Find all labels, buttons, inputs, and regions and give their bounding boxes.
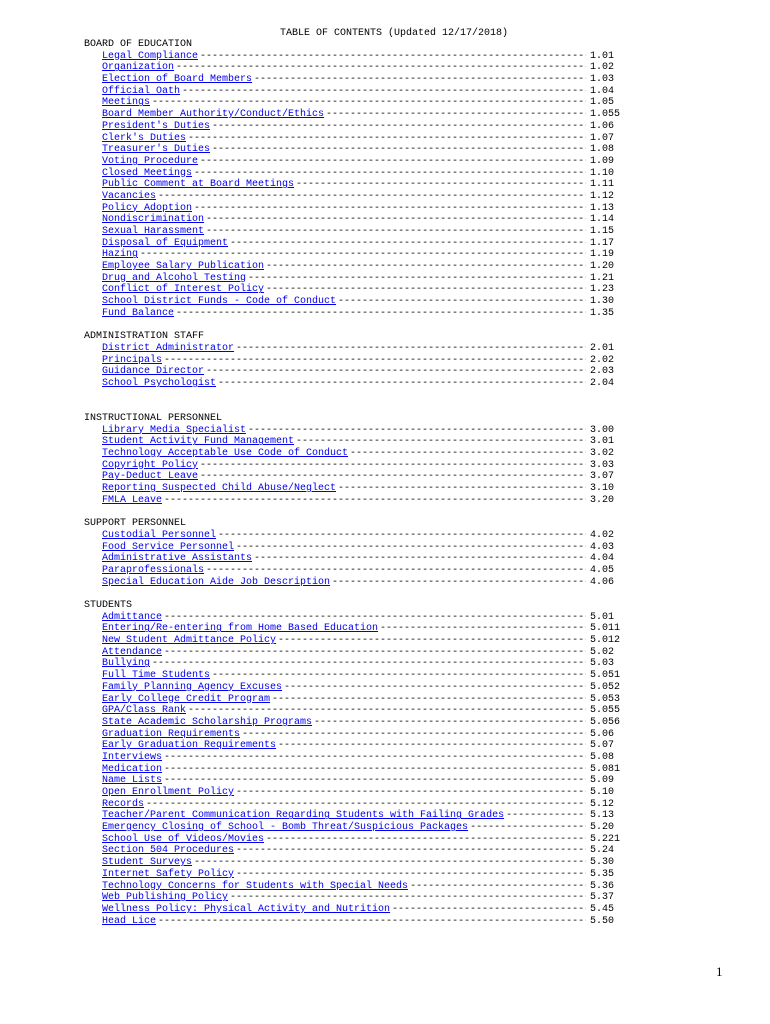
toc-entry-link[interactable]: Technology Concerns for Students with Special Needs <box>102 880 409 892</box>
dot-leader <box>164 612 586 624</box>
toc-entry <box>84 62 624 74</box>
section-gap <box>84 320 624 332</box>
toc-entry-link[interactable]: Reporting Suspected Child Abuse/Neglect <box>102 483 337 495</box>
toc-entry-link[interactable]: Employee Salary Publication <box>102 261 265 273</box>
toc-entry <box>84 647 624 659</box>
toc-entry-link[interactable]: Open Enrollment Policy <box>102 787 235 799</box>
section-number: 5.081 <box>590 763 621 775</box>
toc-entry <box>84 355 624 367</box>
toc-entry <box>84 483 624 495</box>
section-gap <box>84 390 624 413</box>
toc-entry <box>84 109 624 121</box>
dot-leader <box>194 203 586 215</box>
page-number: 1 <box>716 964 723 979</box>
dot-leader <box>176 308 586 320</box>
dot-leader <box>272 694 586 706</box>
dot-leader <box>158 916 586 928</box>
section-number: 4.03 <box>590 541 615 553</box>
toc-entry-link[interactable]: FMLA Leave <box>102 494 163 506</box>
toc-entry-link[interactable]: Bullying <box>102 658 151 670</box>
toc-entry <box>84 460 624 472</box>
toc-entry <box>84 904 624 916</box>
dot-leader <box>278 635 586 647</box>
toc-entry <box>84 752 624 764</box>
toc-entry <box>84 296 624 308</box>
section-number: 3.20 <box>590 494 615 506</box>
section-heading: BOARD OF EDUCATION <box>84 39 193 50</box>
section-number: 1.10 <box>590 167 615 179</box>
dot-leader <box>236 343 586 355</box>
toc-entry-link[interactable]: Fund Balance <box>102 307 175 319</box>
toc-entry-link[interactable]: Special Education Aide Job Description <box>102 576 331 588</box>
toc-section <box>84 39 624 320</box>
toc-entry-link[interactable]: Voting Procedure <box>102 155 199 167</box>
toc-entry <box>84 810 624 822</box>
toc-entry-link[interactable]: Board Member Authority/Conduct/Ethics <box>102 109 325 121</box>
toc-body <box>84 39 624 927</box>
section-heading: INSTRUCTIONAL PERSONNEL <box>84 413 223 425</box>
toc-entry <box>84 471 624 483</box>
toc-entry-link[interactable]: Copyright Policy <box>102 459 199 471</box>
toc-entry-link[interactable]: Interviews <box>102 751 163 763</box>
section-number: 1.12 <box>590 190 615 202</box>
toc-entry <box>84 775 624 787</box>
toc-entry <box>84 436 624 448</box>
section-number: 5.056 <box>590 716 621 728</box>
toc-section <box>84 413 624 507</box>
section-number: 5.13 <box>590 810 615 822</box>
toc-entry-link[interactable]: Election of Board Members <box>102 74 253 86</box>
dot-leader <box>158 191 586 203</box>
toc-entry <box>84 577 624 589</box>
section-number: 5.10 <box>590 787 615 799</box>
dot-leader <box>248 425 586 437</box>
section-number: 5.20 <box>590 822 615 834</box>
section-number: 4.04 <box>590 553 615 565</box>
toc-section <box>84 600 624 927</box>
dot-leader <box>200 51 586 63</box>
toc-entry <box>84 121 624 133</box>
section-number: 5.052 <box>590 681 621 693</box>
dot-leader <box>140 249 586 261</box>
toc-entry <box>84 214 624 226</box>
toc-entry-link[interactable]: Web Publishing Policy <box>102 892 229 904</box>
section-heading: SUPPORT PERSONNEL <box>84 518 187 530</box>
toc-entry <box>84 857 624 869</box>
toc-entry <box>84 822 624 834</box>
dot-leader <box>188 133 586 145</box>
toc-entry-link[interactable]: Attendance <box>102 646 163 658</box>
toc-entry-link[interactable]: Teacher/Parent Communication Regarding Students with Failing Grades <box>102 810 505 822</box>
dot-leader <box>266 834 586 846</box>
section-number: 4.02 <box>590 529 615 541</box>
toc-entry <box>84 261 624 273</box>
section-number: 5.09 <box>590 775 615 787</box>
toc-entry-link[interactable]: Student Surveys <box>102 857 193 869</box>
dot-leader <box>254 553 586 565</box>
toc-entry <box>84 553 624 565</box>
dot-leader <box>266 284 586 296</box>
section-number: 5.03 <box>590 658 615 670</box>
dot-leader <box>470 822 586 834</box>
dot-leader <box>152 658 586 670</box>
toc-entry-link[interactable]: Organization <box>102 62 175 74</box>
section-number: 1.06 <box>590 120 615 132</box>
section-number: 3.07 <box>590 471 615 483</box>
section-number: 5.35 <box>590 868 615 880</box>
dot-leader <box>278 740 586 752</box>
dot-leader <box>236 542 586 554</box>
dot-leader <box>296 179 586 191</box>
toc-entry <box>84 658 624 670</box>
section-number: 5.02 <box>590 646 615 658</box>
toc-entry-link[interactable]: Nondiscrimination <box>102 214 205 226</box>
section-number: 3.03 <box>590 459 615 471</box>
toc-entry-link[interactable]: Principals <box>102 354 163 366</box>
toc-entry-link[interactable]: Public Comment at Board Meetings <box>102 179 295 191</box>
section-number: 1.055 <box>590 109 621 121</box>
toc-entry <box>84 343 624 355</box>
toc-entry <box>84 168 624 180</box>
toc-entry-link[interactable]: Custodial Personnel <box>102 529 217 541</box>
dot-leader <box>206 366 586 378</box>
toc-entry-link[interactable]: Pay-Deduct Leave <box>102 471 199 483</box>
dot-leader <box>236 869 586 881</box>
dot-leader <box>182 86 586 98</box>
toc-entry <box>84 670 624 682</box>
toc-entry <box>84 845 624 857</box>
toc-entry <box>84 892 624 904</box>
section-number: 1.23 <box>590 284 615 296</box>
section-number: 1.09 <box>590 155 615 167</box>
toc-entry-link[interactable]: Drug and Alcohol Testing <box>102 272 247 284</box>
toc-entry <box>84 834 624 846</box>
section-number: 5.012 <box>590 635 621 647</box>
section-number: 5.12 <box>590 798 615 810</box>
section-number: 5.30 <box>590 857 615 869</box>
dot-leader <box>188 705 586 717</box>
dot-leader <box>200 156 586 168</box>
dot-leader <box>164 355 586 367</box>
toc-entry <box>84 284 624 296</box>
section-number: 1.30 <box>590 296 615 308</box>
section-number: 2.02 <box>590 354 615 366</box>
toc-entry-link[interactable]: Technology Acceptable Use Code of Conduct <box>102 448 349 460</box>
toc-entry <box>84 635 624 647</box>
dot-leader <box>176 62 586 74</box>
toc-title: TABLE OF CONTENTS (Updated 12/17/2018) <box>279 28 509 39</box>
dot-leader <box>248 273 586 285</box>
section-number: 5.011 <box>590 623 621 635</box>
toc-entry-link[interactable]: GPA/Class Rank <box>102 705 187 717</box>
toc-section <box>84 331 624 389</box>
toc-entry-link[interactable]: Treasurer's Duties <box>102 144 211 156</box>
toc-entry <box>84 623 624 635</box>
toc-entry-link[interactable]: President's Duties <box>102 120 211 132</box>
section-number: 2.04 <box>590 377 615 389</box>
dot-leader <box>506 810 586 822</box>
toc-entry-link[interactable]: Food Service Personnel <box>102 541 235 553</box>
toc-entry-link[interactable]: Internet Safety Policy <box>102 868 235 880</box>
section-number: 1.20 <box>590 261 615 273</box>
dot-leader <box>350 448 586 460</box>
toc-entry-link[interactable]: Official Oath <box>102 85 181 97</box>
toc-entry <box>84 51 624 63</box>
section-number: 1.14 <box>590 214 615 226</box>
toc-entry <box>84 542 624 554</box>
dot-leader <box>338 483 586 495</box>
section-number: 5.06 <box>590 728 615 740</box>
section-number: 5.07 <box>590 740 615 752</box>
dot-leader <box>254 74 586 86</box>
toc-entry <box>84 74 624 86</box>
toc-entry <box>84 378 624 390</box>
section-number: 3.10 <box>590 483 615 495</box>
dot-leader <box>332 577 586 589</box>
dot-leader <box>218 530 586 542</box>
toc-entry-link[interactable]: Early College Credit Program <box>102 693 271 705</box>
dot-leader <box>284 682 586 694</box>
dot-leader <box>236 845 586 857</box>
toc-entry-link[interactable]: Head Lice <box>102 915 157 927</box>
section-number: 3.01 <box>590 436 615 448</box>
toc-entry-link[interactable]: Records <box>102 798 145 810</box>
toc-entry <box>84 682 624 694</box>
dot-leader <box>392 904 586 916</box>
toc-entry-link[interactable]: Admittance <box>102 611 163 623</box>
section-number: 5.01 <box>590 611 615 623</box>
section-number: 1.08 <box>590 144 615 156</box>
dot-leader <box>200 471 586 483</box>
toc-entry <box>84 787 624 799</box>
dot-leader <box>164 752 586 764</box>
toc-entry <box>84 869 624 881</box>
section-number: 1.15 <box>590 226 615 237</box>
toc-entry-link[interactable]: Closed Meetings <box>102 167 193 179</box>
toc-entry <box>84 565 624 577</box>
toc-entry <box>84 799 624 811</box>
toc-entry <box>84 495 624 507</box>
section-number: 5.051 <box>590 670 621 682</box>
dot-leader <box>230 238 586 250</box>
toc-entry-link[interactable]: Meetings <box>102 97 151 109</box>
toc-entry <box>84 694 624 706</box>
toc-entry <box>84 273 624 285</box>
toc-entry <box>84 881 624 893</box>
toc-entry <box>84 86 624 98</box>
section-number: 5.055 <box>590 705 621 717</box>
dot-leader <box>200 460 586 472</box>
dot-leader <box>164 764 586 776</box>
toc-entry <box>84 249 624 261</box>
section-number: 3.00 <box>590 424 615 436</box>
dot-leader <box>326 109 586 121</box>
section-gap <box>84 507 624 519</box>
dot-leader <box>152 97 586 109</box>
section-number: 5.37 <box>590 892 615 904</box>
toc-entry-link[interactable]: School Use of Videos/Movies <box>102 833 265 845</box>
toc-entry-link[interactable]: Graduation Requirements <box>102 728 241 740</box>
toc-entry <box>84 203 624 215</box>
toc-entry <box>84 179 624 191</box>
toc-entry <box>84 144 624 156</box>
dot-leader <box>212 670 586 682</box>
dot-leader <box>242 729 586 741</box>
section-number: 2.01 <box>590 342 615 354</box>
toc-entry-link[interactable]: Administrative Assistants <box>102 553 253 565</box>
dot-leader <box>218 378 586 390</box>
section-number: 1.02 <box>590 62 615 74</box>
dot-leader <box>338 296 586 308</box>
toc-entry <box>84 530 624 542</box>
toc-entry <box>84 612 624 624</box>
toc-entry-link[interactable]: Policy Adoption <box>102 202 193 214</box>
toc-entry <box>84 226 624 238</box>
section-number: 1.11 <box>590 179 615 191</box>
toc-entry <box>84 764 624 776</box>
section-heading: STUDENTS <box>84 600 133 612</box>
dot-leader <box>212 144 586 156</box>
section-number: 1.01 <box>590 50 615 62</box>
toc-entry-link[interactable]: School Psychologist <box>102 377 217 389</box>
section-number: 3.02 <box>590 448 615 460</box>
section-number: 1.35 <box>590 307 615 319</box>
toc-entry-link[interactable]: Early Graduation Requirements <box>102 740 277 752</box>
toc-entry <box>84 366 624 378</box>
section-number: 1.13 <box>590 202 615 214</box>
toc-entry-link[interactable]: Guidance Director <box>102 366 205 378</box>
section-number: 5.36 <box>590 880 615 892</box>
dot-leader <box>194 857 586 869</box>
dot-leader <box>206 226 586 238</box>
toc-entry-link[interactable]: Clerk's Duties <box>102 132 187 144</box>
toc-entry-link[interactable]: Wellness Policy: Physical Activity and Nutrition <box>102 903 391 915</box>
dot-leader <box>314 717 586 729</box>
section-number: 5.50 <box>590 915 615 927</box>
section-number: 2.03 <box>590 366 615 378</box>
dot-leader <box>146 799 586 811</box>
section-heading: ADMINISTRATION STAFF <box>84 331 205 343</box>
section-number: 5.053 <box>590 693 621 705</box>
toc-entry <box>84 133 624 145</box>
dot-leader <box>380 623 586 635</box>
dot-leader <box>164 495 586 507</box>
dot-leader <box>164 775 586 787</box>
section-number: 1.03 <box>590 74 615 86</box>
toc-entry <box>84 916 624 928</box>
toc-entry <box>84 425 624 437</box>
dot-leader <box>230 892 586 904</box>
dot-leader <box>206 214 586 226</box>
toc-entry <box>84 729 624 741</box>
toc-entry <box>84 448 624 460</box>
dot-leader <box>164 647 586 659</box>
section-number: 5.45 <box>590 903 615 915</box>
toc-entry <box>84 191 624 203</box>
dot-leader <box>194 168 586 180</box>
section-number: 1.19 <box>590 249 615 261</box>
toc-entry-link[interactable]: School District Funds - Code of Conduct <box>102 296 337 308</box>
dot-leader <box>206 565 586 577</box>
section-number: 4.05 <box>590 564 615 576</box>
section-number: 1.07 <box>590 132 615 144</box>
toc-entry-link[interactable]: State Academic Scholarship Programs <box>102 716 313 728</box>
section-gap <box>84 588 624 600</box>
toc-entry-link[interactable]: Emergency Closing of School - Bomb Threat/Suspicious Packages <box>102 822 469 834</box>
toc-section <box>84 518 624 588</box>
section-number: 5.24 <box>590 845 615 857</box>
toc-entry-link[interactable]: Section 504 Procedures <box>102 845 235 857</box>
toc-entry-link[interactable]: Conflict of Interest Policy <box>102 284 265 296</box>
toc-entry-link[interactable]: Entering/Re-entering from Home Based Education <box>102 623 379 635</box>
section-number: 4.06 <box>590 576 615 588</box>
toc-entry-link[interactable]: Full Time Students <box>102 670 211 682</box>
toc-entry-link[interactable]: Student Activity Fund Management <box>102 436 295 448</box>
section-number: 1.04 <box>590 85 615 97</box>
section-number: 1.05 <box>590 97 615 109</box>
toc-entry-link[interactable]: Vacancies <box>102 190 157 202</box>
dot-leader <box>236 787 586 799</box>
dot-leader <box>410 881 586 893</box>
toc-entry <box>84 238 624 250</box>
toc-entry-link[interactable]: Legal Compliance <box>102 50 199 62</box>
toc-entry-link[interactable]: Disposal of Equipment <box>102 237 229 249</box>
toc-entry-link[interactable]: Sexual Harassment <box>102 226 205 237</box>
toc-entry-link[interactable]: Hazing <box>102 249 139 261</box>
dot-leader <box>212 121 586 133</box>
toc-entry-link[interactable]: New Student Admittance Policy <box>102 635 277 647</box>
section-number: 1.21 <box>590 272 615 284</box>
toc-entry <box>84 740 624 752</box>
toc-entry-link[interactable]: District Administrator <box>102 342 235 354</box>
toc-entry-link[interactable]: Name Lists <box>102 775 163 787</box>
dot-leader <box>266 261 586 273</box>
section-number: 5.221 <box>590 833 621 845</box>
toc-entry-link[interactable]: Paraprofessionals <box>102 564 205 576</box>
toc-entry <box>84 97 624 109</box>
toc-entry <box>84 705 624 717</box>
toc-document <box>84 28 624 927</box>
toc-entry <box>84 156 624 168</box>
toc-entry-link[interactable]: Medication <box>102 763 163 775</box>
section-number: 1.17 <box>590 237 615 249</box>
toc-entry-link[interactable]: Family Planning Agency Excuses <box>102 681 283 693</box>
section-number: 5.08 <box>590 751 615 763</box>
dot-leader <box>296 436 586 448</box>
toc-entry <box>84 717 624 729</box>
toc-entry-link[interactable]: Library Media Specialist <box>102 424 247 436</box>
toc-entry <box>84 308 624 320</box>
